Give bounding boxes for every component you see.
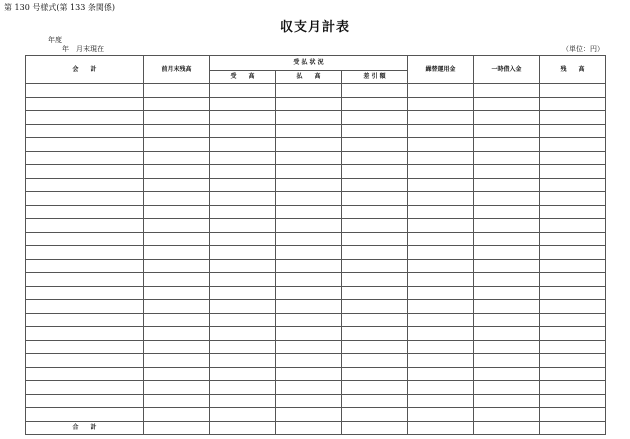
table-cell[interactable] <box>26 151 144 165</box>
table-cell[interactable] <box>474 408 540 422</box>
table-cell[interactable] <box>26 84 144 98</box>
table-cell[interactable] <box>26 340 144 354</box>
table-cell[interactable] <box>408 97 474 111</box>
table-cell[interactable] <box>144 340 210 354</box>
table-cell[interactable] <box>540 300 606 314</box>
table-cell[interactable] <box>144 205 210 219</box>
table-cell[interactable] <box>342 205 408 219</box>
table-cell[interactable] <box>210 367 276 381</box>
table-cell[interactable] <box>474 165 540 179</box>
total-cell[interactable] <box>342 421 408 435</box>
table-cell[interactable] <box>210 313 276 327</box>
table-cell[interactable] <box>144 300 210 314</box>
table-cell[interactable] <box>26 219 144 233</box>
table-cell[interactable] <box>26 300 144 314</box>
table-cell[interactable] <box>540 97 606 111</box>
table-cell[interactable] <box>210 192 276 206</box>
table-row <box>26 381 606 395</box>
table-cell[interactable] <box>342 124 408 138</box>
table-cell[interactable] <box>26 259 144 273</box>
table-cell[interactable] <box>408 313 474 327</box>
table-cell[interactable] <box>144 232 210 246</box>
table-cell[interactable] <box>276 286 342 300</box>
table-row <box>26 246 606 260</box>
table-cell[interactable] <box>474 205 540 219</box>
table-cell[interactable] <box>540 286 606 300</box>
table-cell[interactable] <box>474 151 540 165</box>
table-cell[interactable] <box>276 205 342 219</box>
table-row <box>26 340 606 354</box>
table-cell[interactable] <box>474 84 540 98</box>
table-cell[interactable] <box>144 327 210 341</box>
table-row <box>26 394 606 408</box>
table-cell[interactable] <box>144 394 210 408</box>
table-cell[interactable] <box>408 138 474 152</box>
table-cell[interactable] <box>474 394 540 408</box>
table-cell[interactable] <box>342 84 408 98</box>
table-cell[interactable] <box>408 300 474 314</box>
table-cell[interactable] <box>540 111 606 125</box>
table-cell[interactable] <box>540 219 606 233</box>
total-label: 合 計 <box>26 421 144 435</box>
table-cell[interactable] <box>144 367 210 381</box>
table-cell[interactable] <box>26 354 144 368</box>
table-cell[interactable] <box>408 111 474 125</box>
table-cell[interactable] <box>210 286 276 300</box>
table-cell[interactable] <box>540 138 606 152</box>
table-cell[interactable] <box>474 178 540 192</box>
table-cell[interactable] <box>540 124 606 138</box>
table-cell[interactable] <box>408 327 474 341</box>
table-cell[interactable] <box>276 367 342 381</box>
total-row <box>26 421 606 435</box>
table-cell[interactable] <box>210 232 276 246</box>
table-row <box>26 165 606 179</box>
column-header-receipts: 受 高 <box>210 71 276 84</box>
table-cell[interactable] <box>144 151 210 165</box>
table-cell[interactable] <box>408 219 474 233</box>
table-cell[interactable] <box>474 286 540 300</box>
table-cell[interactable] <box>540 178 606 192</box>
column-header-account: 会 計 <box>26 56 144 84</box>
table-cell[interactable] <box>408 408 474 422</box>
table-cell[interactable] <box>144 111 210 125</box>
table-cell[interactable] <box>342 408 408 422</box>
table-cell[interactable] <box>210 246 276 260</box>
table-cell[interactable] <box>26 367 144 381</box>
table-cell[interactable] <box>144 354 210 368</box>
table-cell[interactable] <box>408 151 474 165</box>
table-cell[interactable] <box>276 192 342 206</box>
table-cell[interactable] <box>210 273 276 287</box>
table-cell[interactable] <box>342 394 408 408</box>
table-cell[interactable] <box>276 97 342 111</box>
table-cell[interactable] <box>408 273 474 287</box>
table-cell[interactable] <box>408 340 474 354</box>
table-row <box>26 259 606 273</box>
table-row <box>26 367 606 381</box>
table-row <box>26 151 606 165</box>
table-cell[interactable] <box>144 178 210 192</box>
table-cell[interactable] <box>144 219 210 233</box>
table-cell[interactable] <box>276 246 342 260</box>
table-cell[interactable] <box>342 232 408 246</box>
table-cell[interactable] <box>144 273 210 287</box>
table-cell[interactable] <box>474 246 540 260</box>
table-row <box>26 124 606 138</box>
fiscal-year-label: 年度 <box>48 36 62 44</box>
table-row <box>26 97 606 111</box>
table-cell[interactable] <box>26 192 144 206</box>
table-cell[interactable] <box>474 327 540 341</box>
table-cell[interactable] <box>408 367 474 381</box>
table-cell[interactable] <box>144 259 210 273</box>
table-cell[interactable] <box>210 111 276 125</box>
table-cell[interactable] <box>144 124 210 138</box>
table-cell[interactable] <box>408 286 474 300</box>
table-cell[interactable] <box>540 151 606 165</box>
ledger-body <box>26 84 606 422</box>
table-cell[interactable] <box>210 151 276 165</box>
column-header-net: 差 引 額 <box>342 71 408 84</box>
table-row <box>26 327 606 341</box>
table-cell[interactable] <box>210 340 276 354</box>
table-row <box>26 354 606 368</box>
table-cell[interactable] <box>540 246 606 260</box>
table-cell[interactable] <box>342 273 408 287</box>
table-cell[interactable] <box>474 273 540 287</box>
table-cell[interactable] <box>540 354 606 368</box>
table-cell[interactable] <box>540 259 606 273</box>
table-cell[interactable] <box>540 340 606 354</box>
table-row <box>26 138 606 152</box>
column-header-prev-month-balance: 前月末残高 <box>144 56 210 84</box>
table-cell[interactable] <box>474 381 540 395</box>
table-row <box>26 219 606 233</box>
table-cell[interactable] <box>540 232 606 246</box>
table-cell[interactable] <box>540 192 606 206</box>
table-cell[interactable] <box>210 97 276 111</box>
table-cell[interactable] <box>276 111 342 125</box>
table-cell[interactable] <box>144 246 210 260</box>
table-cell[interactable] <box>342 192 408 206</box>
table-cell[interactable] <box>408 246 474 260</box>
table-cell[interactable] <box>540 408 606 422</box>
table-cell[interactable] <box>210 408 276 422</box>
table-cell[interactable] <box>474 111 540 125</box>
table-cell[interactable] <box>144 286 210 300</box>
table-cell[interactable] <box>342 340 408 354</box>
table-cell[interactable] <box>210 205 276 219</box>
table-row <box>26 84 606 98</box>
table-cell[interactable] <box>540 327 606 341</box>
table-cell[interactable] <box>144 165 210 179</box>
table-cell[interactable] <box>540 84 606 98</box>
table-cell[interactable] <box>276 381 342 395</box>
table-cell[interactable] <box>144 192 210 206</box>
table-cell[interactable] <box>26 97 144 111</box>
table-cell[interactable] <box>408 205 474 219</box>
table-cell[interactable] <box>342 381 408 395</box>
table-cell[interactable] <box>342 286 408 300</box>
table-cell[interactable] <box>540 381 606 395</box>
column-header-receipt-payment-status: 受 払 状 況 <box>210 56 408 71</box>
table-cell[interactable] <box>26 232 144 246</box>
total-cell[interactable] <box>144 421 210 435</box>
table-cell[interactable] <box>474 300 540 314</box>
total-cell[interactable] <box>276 421 342 435</box>
table-cell[interactable] <box>342 327 408 341</box>
table-cell[interactable] <box>26 286 144 300</box>
table-cell[interactable] <box>342 97 408 111</box>
table-cell[interactable] <box>210 178 276 192</box>
table-cell[interactable] <box>276 138 342 152</box>
total-cell[interactable] <box>408 421 474 435</box>
table-cell[interactable] <box>540 313 606 327</box>
table-cell[interactable] <box>342 246 408 260</box>
table-cell[interactable] <box>210 300 276 314</box>
table-cell[interactable] <box>408 178 474 192</box>
table-cell[interactable] <box>276 124 342 138</box>
table-cell[interactable] <box>276 232 342 246</box>
table-cell[interactable] <box>276 259 342 273</box>
table-cell[interactable] <box>408 165 474 179</box>
table-cell[interactable] <box>210 354 276 368</box>
page-title: 収支月計表 <box>279 20 350 35</box>
table-cell[interactable] <box>408 259 474 273</box>
table-cell[interactable] <box>26 381 144 395</box>
table-cell[interactable] <box>342 151 408 165</box>
table-cell[interactable] <box>408 394 474 408</box>
table-cell[interactable] <box>26 313 144 327</box>
table-cell[interactable] <box>276 178 342 192</box>
form-number: 第 130 号様式(第 133 条関係) <box>4 3 115 12</box>
table-row <box>26 286 606 300</box>
table-cell[interactable] <box>276 394 342 408</box>
table-cell[interactable] <box>276 408 342 422</box>
table-cell[interactable] <box>276 340 342 354</box>
table-cell[interactable] <box>26 246 144 260</box>
table-cell[interactable] <box>408 381 474 395</box>
table-cell[interactable] <box>210 394 276 408</box>
table-cell[interactable] <box>474 313 540 327</box>
table-cell[interactable] <box>210 165 276 179</box>
table-cell[interactable] <box>276 327 342 341</box>
table-row <box>26 273 606 287</box>
table-cell[interactable] <box>408 354 474 368</box>
table-cell[interactable] <box>276 165 342 179</box>
table-cell[interactable] <box>342 259 408 273</box>
table-cell[interactable] <box>474 367 540 381</box>
table-cell[interactable] <box>26 165 144 179</box>
unit-label: （単位：円） <box>562 45 604 53</box>
table-cell[interactable] <box>408 232 474 246</box>
table-cell[interactable] <box>474 97 540 111</box>
column-header-temporary-borrowing: 一時借入金 <box>474 56 540 84</box>
table-cell[interactable] <box>342 219 408 233</box>
table-cell[interactable] <box>26 138 144 152</box>
table-cell[interactable] <box>26 178 144 192</box>
table-cell[interactable] <box>342 138 408 152</box>
table-cell[interactable] <box>342 354 408 368</box>
total-cell[interactable] <box>474 421 540 435</box>
table-cell[interactable] <box>342 111 408 125</box>
column-header-balance: 残 高 <box>540 56 606 84</box>
table-cell[interactable] <box>210 124 276 138</box>
table-cell[interactable] <box>144 97 210 111</box>
column-header-payments: 払 高 <box>276 71 342 84</box>
table-cell[interactable] <box>474 124 540 138</box>
table-cell[interactable] <box>26 327 144 341</box>
table-cell[interactable] <box>540 394 606 408</box>
table-cell[interactable] <box>540 273 606 287</box>
table-cell[interactable] <box>342 313 408 327</box>
table-cell[interactable] <box>144 138 210 152</box>
table-cell[interactable] <box>210 138 276 152</box>
table-row <box>26 178 606 192</box>
table-cell[interactable] <box>474 192 540 206</box>
table-cell[interactable] <box>210 259 276 273</box>
table-cell[interactable] <box>408 124 474 138</box>
table-cell[interactable] <box>342 300 408 314</box>
table-row <box>26 408 606 422</box>
table-cell[interactable] <box>474 354 540 368</box>
table-cell[interactable] <box>26 273 144 287</box>
table-cell[interactable] <box>210 219 276 233</box>
table-cell[interactable] <box>26 408 144 422</box>
table-cell[interactable] <box>276 84 342 98</box>
table-row <box>26 192 606 206</box>
table-row <box>26 205 606 219</box>
table-cell[interactable] <box>276 273 342 287</box>
table-cell[interactable] <box>276 354 342 368</box>
table-cell[interactable] <box>276 300 342 314</box>
table-row <box>26 232 606 246</box>
table-cell[interactable] <box>26 205 144 219</box>
table-cell[interactable] <box>342 165 408 179</box>
table-cell[interactable] <box>210 327 276 341</box>
table-cell[interactable] <box>26 124 144 138</box>
table-cell[interactable] <box>210 84 276 98</box>
table-cell[interactable] <box>342 367 408 381</box>
total-cell[interactable] <box>540 421 606 435</box>
table-cell[interactable] <box>540 367 606 381</box>
monthly-ledger-table <box>25 55 606 435</box>
table-cell[interactable] <box>144 408 210 422</box>
table-cell[interactable] <box>540 205 606 219</box>
table-cell[interactable] <box>144 84 210 98</box>
table-cell[interactable] <box>408 192 474 206</box>
table-cell[interactable] <box>342 178 408 192</box>
table-cell[interactable] <box>474 219 540 233</box>
table-cell[interactable] <box>474 138 540 152</box>
table-cell[interactable] <box>276 151 342 165</box>
table-cell[interactable] <box>540 165 606 179</box>
table-cell[interactable] <box>26 394 144 408</box>
table-cell[interactable] <box>408 84 474 98</box>
total-cell[interactable] <box>210 421 276 435</box>
table-row <box>26 313 606 327</box>
table-cell[interactable] <box>474 232 540 246</box>
table-cell[interactable] <box>26 111 144 125</box>
table-cell[interactable] <box>210 381 276 395</box>
table-row <box>26 300 606 314</box>
as-of-date-label: 年 月末現在 <box>62 45 104 53</box>
table-cell[interactable] <box>276 219 342 233</box>
table-cell[interactable] <box>144 381 210 395</box>
column-header-transfer-funds: 繰替運用金 <box>408 56 474 84</box>
table-row <box>26 111 606 125</box>
table-cell[interactable] <box>474 340 540 354</box>
table-cell[interactable] <box>276 313 342 327</box>
table-cell[interactable] <box>474 259 540 273</box>
table-cell[interactable] <box>144 313 210 327</box>
